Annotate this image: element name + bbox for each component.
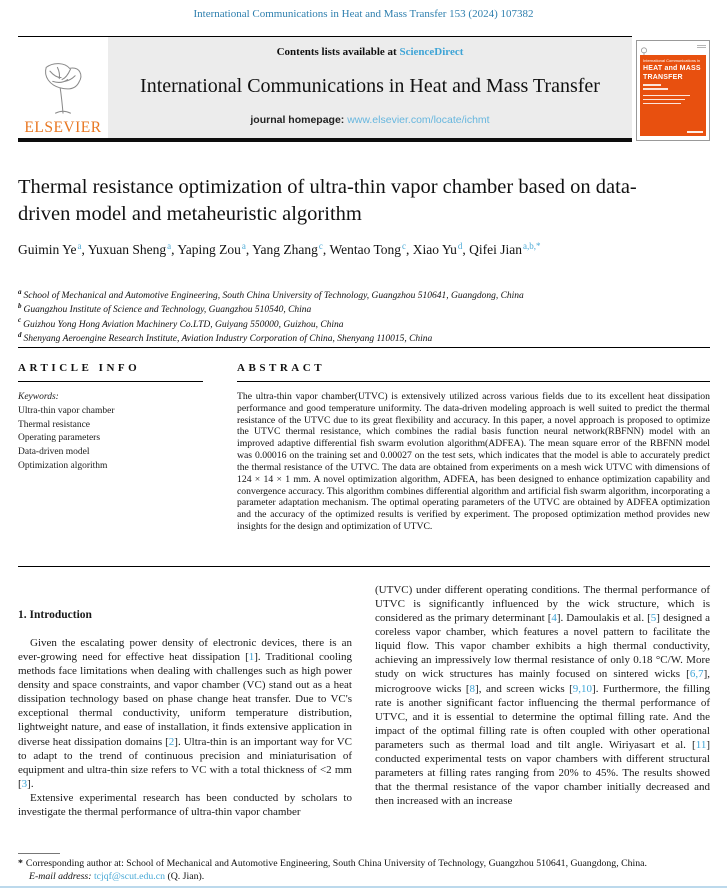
author-name: Xiao Yu <box>412 242 457 257</box>
text-run: Given the escalating power density of electronic devices, there is an ever-growing need for effective heat dissipation [ <box>18 637 352 664</box>
journal-title: International Communications in Heat and Mass Transfer <box>140 75 600 97</box>
reference-link[interactable]: 11 <box>695 738 707 751</box>
affiliation <box>18 303 703 317</box>
corresponding-author-text: Corresponding author at: School of Mechanical and Automotive Engineering, South China University of Technology, Guangzhou 510641, Guangdong, China. <box>25 858 647 869</box>
elsevier-logo <box>18 37 108 138</box>
keywords-block <box>18 391 203 474</box>
journal-cover-thumbnail <box>636 40 710 141</box>
contents-line <box>116 46 624 58</box>
author-name: Yang Zhang <box>252 242 318 257</box>
article-title: Thermal resistance optimization of ultra-thin vapor chamber based on data-driven model and metaheuristic algorithm <box>18 176 637 226</box>
author-list <box>18 240 658 260</box>
text-run: ], and screen wicks [ <box>475 682 573 695</box>
cover-title-line2: TRANSFER <box>643 73 683 81</box>
text-run: ] designed a coreless vapor chamber, which features a novel pattern to facilitate the liquid flow. This vapor chamber exhibits a high thermal conductivity, achieving an impressively low thermal resistance of only 0.18 °C/W. More study on wick structures has mainly focused on sintered wicks [ <box>375 612 710 681</box>
cover-text-bar-decoration <box>643 88 668 90</box>
author-separator: , <box>406 242 413 257</box>
author <box>177 242 252 257</box>
cover-brand-bar-decoration <box>687 131 703 133</box>
abstract-text: The ultra-thin vapor chamber(UTVC) is extensively utilized across various fields due to its excellent heat dissipation performance and good temperature uniformity. The data-driven modeling approach is well suited to predict the thermal resistance of the UTVC due to its great flexibility and accuracy. In this paper, a novel approach is proposed to optimize the UTVC thermal resistance, which combines the radial basis function neural network(RBFNN) model with an improved adaptive differential fish swarm evolution algorithm(ADFEA). The mean square error of the RBFNN model was 0.00016 on the training set and 0.00027 on the test sets, which indicates that the model is able to accurately predict the thermal resistance of the UTVC. The data are obtained from experiments on a mesh wick UTVC with dimensions of 124 × 14 × 1 mm. A novel optimization algorithm, ADFEA, has been designed to enhance optimization capability and convergence accuracy. This algorithm combines differential algorithm and artificial fish swarm algorithm, incorporating a parameter adaptation mechanism. The optimal operating parameters of the UTVC are obtained by ADFEA optimization and the accuracy of the optimized results is verified by experiment. The proposed optimization method provides new insights for the design and optimization of UTVC. <box>237 391 710 533</box>
keyword-item: Optimization algorithm <box>18 460 108 471</box>
author-separator: , <box>245 242 253 257</box>
footnote-marker: * <box>18 858 23 869</box>
elsevier-wordmark: ELSEVIER <box>24 118 102 136</box>
cover-header <box>640 44 706 55</box>
cover-text-bar-decoration <box>643 84 661 86</box>
affiliation-text: Guangzhou Institute of Science and Technology, Guangzhou 510540, China <box>23 305 312 316</box>
author-affiliation-sup: d <box>457 240 463 251</box>
cover-text-bar-decoration <box>643 103 681 105</box>
masthead-center <box>108 37 632 138</box>
contents-prefix: Contents lists available at <box>276 46 400 58</box>
journal-masthead <box>18 36 632 142</box>
divider <box>18 566 710 567</box>
affiliation-text: School of Mechanical and Automotive Engineering, South China University of Technology, Guangzhou 510641, Guangdong, China <box>23 291 524 301</box>
author-name: Yuxuan Sheng <box>87 242 167 257</box>
article-info-column <box>18 362 203 533</box>
right-column <box>375 578 710 819</box>
email-suffix: (Q. Jian). <box>165 871 205 883</box>
sciencedirect-link[interactable]: ScienceDirect <box>399 46 464 58</box>
cover-title-line1: HEAT and MASS <box>643 64 701 72</box>
author <box>413 242 469 257</box>
author-name: Qifei Jian <box>469 242 523 257</box>
info-abstract-section <box>18 362 710 533</box>
author-affiliation-sup: a <box>241 240 246 251</box>
author-affiliation-sup: a,b,* <box>523 240 541 251</box>
affiliation-text: Guizhou Yong Hong Aviation Machinery Co.LTD, Guiyang 550000, Guizhou, China <box>23 319 344 330</box>
keyword-item: Data-driven model <box>18 447 90 458</box>
text-run: ]. Damoulakis et al. [ <box>556 612 651 625</box>
right-column-paragraph <box>375 583 710 808</box>
reference-link[interactable]: 2 <box>168 735 175 748</box>
reference-link[interactable]: 8 <box>469 682 476 695</box>
author-separator: , <box>81 242 88 257</box>
author-affiliation-sup: c <box>318 240 323 251</box>
text-run: Extensive experimental research has been conducted by scholars to investigate the thermal performance of ultra-thin vapor chamber <box>18 791 352 818</box>
author-separator: , <box>462 242 470 257</box>
divider <box>18 347 710 348</box>
author <box>88 242 178 257</box>
abstract-heading: ABSTRACT <box>237 362 710 382</box>
cover-text-bar-decoration <box>643 99 685 101</box>
elsevier-tree-icon <box>35 59 91 120</box>
author-separator: , <box>322 242 330 257</box>
cover-series-line: International Communications in <box>643 58 701 63</box>
author-name: Guimin Ye <box>18 242 77 257</box>
keyword-item: Ultra-thin vapor chamber <box>18 405 115 416</box>
homepage-prefix: journal homepage: <box>250 114 348 126</box>
author <box>252 242 329 257</box>
cover-text-bar-decoration <box>643 95 690 97</box>
text-run: ]. Ultra-thin is an important way for VC to adapt to the trend of continuous precision and miniaturisation of equipment and ultra-thin size refers to VC with a total thickness of <2 mm [ <box>18 735 352 790</box>
keyword-item: Operating parameters <box>18 433 101 444</box>
intro-paragraph <box>18 636 352 791</box>
text-run: ] conducted experimental tests on vapor chambers with different structural parameters at filling rates ranging from 20% to 45%. The results showed that the thermal resistance of the vapor chamber initially decreased and then increased with an increase <box>375 738 710 808</box>
email-link[interactable]: tcjqf@scut.edu.cn <box>93 871 165 883</box>
affiliation-sup: a <box>18 287 22 296</box>
affiliation-text: Shenyang Aeroengine Research Institute, Aviation Industry Corporation of China, Shenyang 110015, China <box>23 333 433 344</box>
footnote <box>18 853 710 883</box>
homepage-link[interactable]: www.elsevier.com/locate/ichmt <box>347 114 490 126</box>
author <box>469 242 540 257</box>
text-run: (UTVC) under different operating conditions. The thermal performance of UTVC is significantly influenced by the wick structure, which is considered as the primary determinant [ <box>375 584 710 625</box>
email-line <box>18 870 710 883</box>
author-name: Wentao Tong <box>329 242 402 257</box>
reference-link[interactable]: 9,10 <box>572 682 593 695</box>
reference-link[interactable]: 3 <box>21 777 28 790</box>
corresponding-author-note <box>18 857 710 870</box>
keywords-label: Keywords: <box>18 392 59 402</box>
text-run: ]. <box>27 777 34 790</box>
affiliation <box>18 318 703 332</box>
email-label: E-mail address: <box>29 871 94 883</box>
text-run: ]. Furthermore, the filling rate is another significant factor influencing the thermal performance of UTVC, and it is essential to determine the optimal filling rate. And the impact of the optimal filling rate is often coupled with other operational parameters such as thermal load and tilt angle. Wiriyasart et al. [ <box>375 682 711 751</box>
left-column <box>18 578 352 819</box>
affiliation <box>18 332 703 346</box>
affiliation-sup: b <box>18 302 22 311</box>
affiliation <box>18 289 703 303</box>
reference-link[interactable]: 1 <box>248 651 255 664</box>
intro-paragraph <box>18 791 352 819</box>
footnote-rule <box>18 853 60 854</box>
text-run: ]. Traditional cooling methods face limitations when dealing with challenges such as high power density and space constraints, and vapor chamber (VC) stand out as a heat dissipation technology based on phase change heat transfer. Due to VC's exceptional thermal conductivity, uniform temperature distribution, lightweight nature, and ease of installation, it finds extensive application in diverse heat dissipation domains [ <box>18 651 352 748</box>
abstract-column <box>237 362 710 533</box>
affiliation-sup: d <box>18 330 22 339</box>
keyword-item: Thermal resistance <box>18 419 91 430</box>
author <box>18 242 88 257</box>
affiliation-sup: c <box>18 316 22 325</box>
author-separator: , <box>171 242 178 257</box>
author-name: Yaping Zou <box>177 242 241 257</box>
homepage-line <box>116 114 624 126</box>
journal-reference-line: International Communications in Heat and Mass Transfer 153 (2024) 107382 <box>193 8 534 20</box>
text-run: ], microgroove wicks [ <box>375 668 710 695</box>
cover-issue-lines-decoration <box>697 45 706 48</box>
author-affiliation-sup: c <box>402 240 407 251</box>
article-info-heading: ARTICLE INFO <box>18 362 203 382</box>
reference-link[interactable]: 5 <box>650 612 657 625</box>
author <box>329 242 412 257</box>
reference-link[interactable]: 4 <box>551 612 557 625</box>
body-columns <box>18 578 710 819</box>
author-affiliation-sup: a <box>77 240 82 251</box>
author-affiliation-sup: a <box>167 240 172 251</box>
affiliation-list <box>18 289 703 346</box>
cover-artwork <box>640 55 706 136</box>
reference-link[interactable]: 6,7 <box>689 668 704 681</box>
section-heading-introduction: 1. Introduction <box>18 609 92 621</box>
